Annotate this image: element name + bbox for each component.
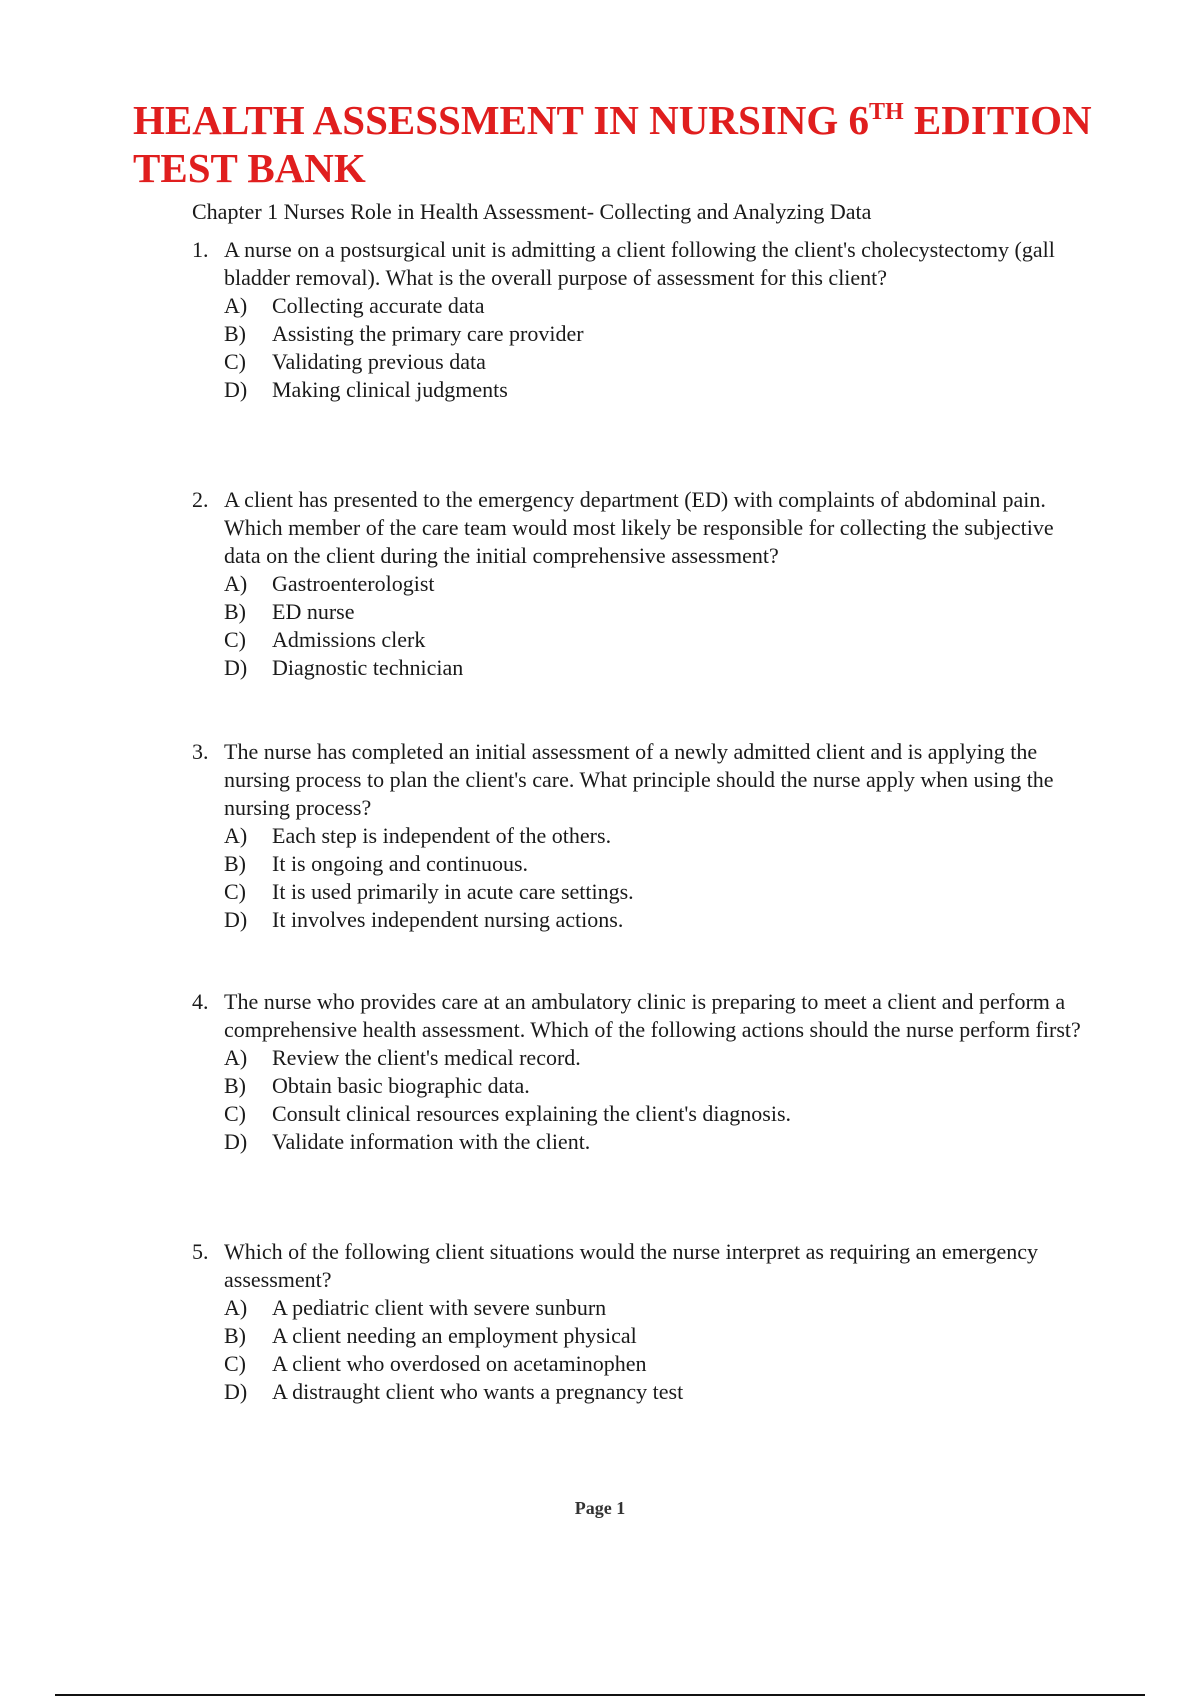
option-letter: B) — [224, 851, 246, 876]
chapter-heading: Chapter 1 Nurses Role in Health Assessment- Collecting and Analyzing Data — [192, 199, 872, 224]
option-text: Each step is independent of the others. — [272, 823, 612, 848]
answer-option — [224, 1100, 1092, 1128]
option-text: It involves independent nursing actions. — [272, 907, 624, 932]
option-letter: C) — [224, 879, 246, 904]
option-letter: D) — [224, 1129, 248, 1154]
option-letter: D) — [224, 907, 248, 932]
option-text: Collecting accurate data — [272, 293, 485, 318]
option-text: It is used primarily in acute care settings. — [272, 879, 634, 904]
answer-option — [224, 570, 1092, 598]
answer-option — [224, 292, 1092, 320]
page-number: Page 1 — [574, 1498, 626, 1518]
question-5 — [192, 1238, 1092, 1406]
option-letter: B) — [224, 1323, 246, 1348]
option-text: Admissions clerk — [272, 627, 426, 652]
option-text: A distraught client who wants a pregnancy test — [272, 1379, 684, 1404]
question-number: 5. — [192, 1239, 209, 1264]
option-letter: D) — [224, 655, 248, 680]
answer-options — [224, 570, 1092, 682]
option-letter: D) — [224, 377, 248, 402]
answer-option — [224, 850, 1092, 878]
question-2 — [192, 486, 1092, 682]
option-text: Making clinical judgments — [272, 377, 508, 402]
option-letter: D) — [224, 1379, 248, 1404]
answer-option — [224, 906, 1092, 934]
answer-option — [224, 376, 1092, 404]
answer-option — [224, 1350, 1092, 1378]
option-text: A client who overdosed on acetaminophen — [272, 1351, 647, 1376]
option-letter: B) — [224, 599, 246, 624]
question-text: A client has presented to the emergency department (ED) with complaints of abdominal pain. Which member of the care team would most likely be responsible for collecting the subjective data on the client during the initial comprehensive assessment? — [224, 487, 1054, 568]
option-text: Obtain basic biographic data. — [272, 1073, 530, 1098]
option-text: Validating previous data — [272, 349, 486, 374]
option-text: Consult clinical resources explaining the client's diagnosis. — [272, 1101, 792, 1126]
question-text: The nurse has completed an initial assessment of a newly admitted client and is applying the nursing process to plan the client's care. What principle should the nurse apply when using the nursing process? — [224, 739, 1054, 820]
question-number: 2. — [192, 487, 209, 512]
option-text: Diagnostic technician — [272, 655, 464, 680]
answer-options — [224, 1044, 1092, 1156]
answer-options — [224, 1294, 1092, 1406]
option-letter: C) — [224, 1101, 246, 1126]
option-text: It is ongoing and continuous. — [272, 851, 529, 876]
option-text: A pediatric client with severe sunburn — [272, 1295, 607, 1320]
option-letter: C) — [224, 349, 246, 374]
option-letter: A) — [224, 823, 248, 848]
question-4 — [192, 988, 1092, 1156]
answer-options — [224, 292, 1092, 404]
answer-option — [224, 598, 1092, 626]
question-number: 1. — [192, 237, 209, 262]
option-letter: A) — [224, 1045, 248, 1070]
answer-option — [224, 348, 1092, 376]
option-letter: C) — [224, 627, 246, 652]
title-main-text: HEALTH ASSESSMENT IN NURSING 6 — [133, 97, 869, 143]
option-letter: A) — [224, 1295, 248, 1320]
option-text: ED nurse — [272, 599, 355, 624]
option-letter: B) — [224, 321, 246, 346]
option-text: Review the client's medical record. — [272, 1045, 581, 1070]
answer-option — [224, 1378, 1092, 1406]
question-number: 3. — [192, 739, 209, 764]
option-letter: A) — [224, 571, 248, 596]
question-1 — [192, 236, 1092, 404]
page-divider — [55, 1694, 1145, 1696]
title-superscript: TH — [868, 99, 904, 125]
question-text: A nurse on a postsurgical unit is admitting a client following the client's cholecystectomy (gall bladder removal). What is the overall purpose of assessment for this client? — [224, 237, 1055, 290]
answer-option — [224, 654, 1092, 682]
option-text: Assisting the primary care provider — [272, 321, 584, 346]
answer-option — [224, 1128, 1092, 1156]
answer-option — [224, 1044, 1092, 1072]
answer-option — [224, 320, 1092, 348]
option-letter: B) — [224, 1073, 246, 1098]
option-text: Gastroenterologist — [272, 571, 435, 596]
question-text: The nurse who provides care at an ambulatory clinic is preparing to meet a client and perform a comprehensive health assessment. Which of the following actions should the nurse perform first? — [224, 989, 1081, 1042]
title-trailing-text: EDITION TEST BANK — [133, 97, 1092, 191]
answer-options — [224, 822, 1092, 934]
question-3 — [192, 738, 1092, 934]
answer-option — [224, 1322, 1092, 1350]
document-title — [133, 96, 1133, 192]
option-text: Validate information with the client. — [272, 1129, 591, 1154]
answer-option — [224, 878, 1092, 906]
answer-option — [224, 1072, 1092, 1100]
option-letter: C) — [224, 1351, 246, 1376]
answer-option — [224, 822, 1092, 850]
answer-option — [224, 1294, 1092, 1322]
answer-option — [224, 626, 1092, 654]
question-number: 4. — [192, 989, 209, 1014]
question-text: Which of the following client situations would the nurse interpret as requiring an emergency assessment? — [224, 1239, 1038, 1292]
option-letter: A) — [224, 293, 248, 318]
option-text: A client needing an employment physical — [272, 1323, 637, 1348]
